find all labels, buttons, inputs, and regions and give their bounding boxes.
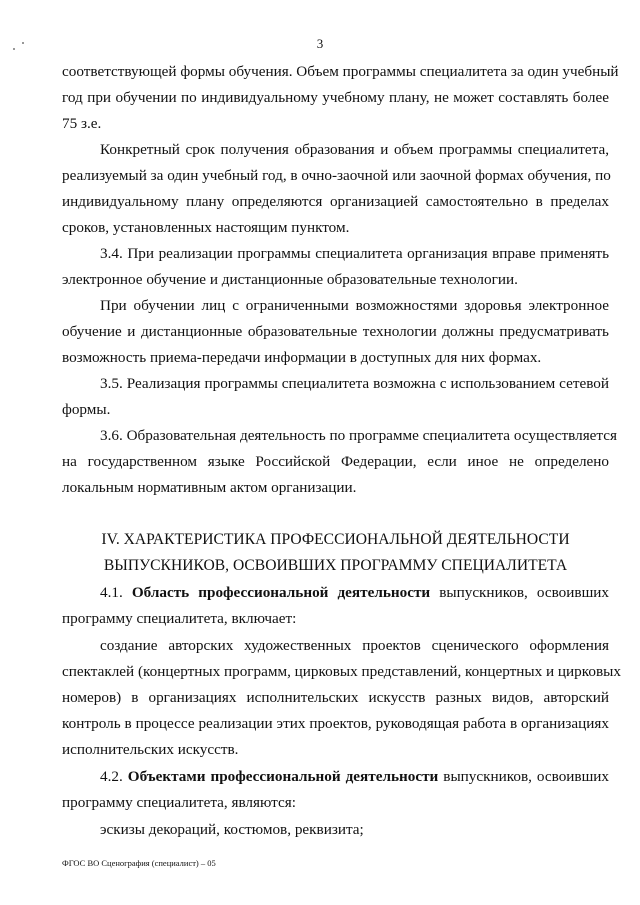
paragraph-first-line: 3.5. Реализация программы специалитета возможна с использованием сетевой bbox=[100, 375, 609, 392]
text-line: соответствующей формы обучения. Объем программы специалитета за один учебный bbox=[62, 63, 619, 80]
paragraph-first-line: Конкретный срок получения образования и объем программы специалитета, bbox=[100, 141, 609, 158]
bold-term: Область профессиональной деятельности bbox=[131, 584, 431, 601]
text-line: на государственном языке Российской Федерации, если иное не определено bbox=[62, 453, 609, 470]
text-line: спектаклей (концертных программ, цирковых представлений, концертных и цирковых bbox=[62, 663, 621, 680]
text-line: электронное обучение и дистанционные образовательные технологии. bbox=[62, 271, 518, 288]
paragraph-first-line: создание авторских художественных проектов сценического оформления bbox=[100, 637, 609, 654]
item-4-1-line bbox=[100, 583, 609, 603]
item-number: 4.2. bbox=[100, 768, 128, 785]
text-line: программу специалитета, являются: bbox=[62, 794, 296, 811]
text-line: 75 з.е. bbox=[62, 115, 102, 132]
text-line: формы. bbox=[62, 401, 111, 418]
text-line: сроков, установленных настоящим пунктом. bbox=[62, 219, 350, 236]
text-line: год при обучении по индивидуальному учебному плану, не может составлять более bbox=[62, 89, 609, 106]
text-line: контроль в процессе реализации этих проектов, руководящая работа в организациях bbox=[62, 715, 609, 732]
paragraph-first-line: При обучении лиц с ограниченными возможностями здоровья электронное bbox=[100, 297, 609, 314]
scan-speck bbox=[22, 42, 24, 44]
text-line: эскизы декораций, костюмов, реквизита; bbox=[100, 821, 364, 838]
text-line: реализуемый за один учебный год, в очно-заочной или заочной формах обучения, по bbox=[62, 167, 611, 184]
text-line: исполнительских искусств. bbox=[62, 741, 239, 758]
text-line: программу специалитета, включает: bbox=[62, 610, 297, 627]
bold-term: Объектами профессиональной деятельности bbox=[127, 768, 439, 785]
text-line: обучение и дистанционные образовательные технологии должны предусматривать bbox=[62, 323, 609, 340]
item-text: выпускников, освоивших bbox=[430, 584, 609, 601]
item-4-2-line bbox=[100, 767, 609, 787]
paragraph-first-line: 3.4. При реализации программы специалитета организация вправе применять bbox=[100, 245, 609, 262]
paragraph-first-line: 3.6. Образовательная деятельность по программе специалитета осуществляется bbox=[100, 427, 617, 444]
text-line: номеров) в организациях исполнительских искусств разных видов, авторский bbox=[62, 689, 609, 706]
text-line: локальным нормативным актом организации. bbox=[62, 479, 357, 496]
section-heading: ВЫПУСКНИКОВ, ОСВОИВШИХ ПРОГРАММУ СПЕЦИАЛИТЕТА bbox=[103, 557, 568, 574]
scan-speck bbox=[13, 48, 15, 50]
text-line: индивидуальному плану определяются организацией самостоятельно в пределах bbox=[62, 193, 609, 210]
text-line: возможность приема-передачи информации в доступных для них формах. bbox=[62, 349, 542, 366]
item-number: 4.1. bbox=[100, 584, 132, 601]
page-footer: ФГОС ВО Сценография (специалист) – 05 bbox=[62, 858, 216, 868]
item-text: выпускников, освоивших bbox=[438, 768, 610, 785]
section-heading: IV. ХАРАКТЕРИСТИКА ПРОФЕССИОНАЛЬНОЙ ДЕЯТЕЛЬНОСТИ bbox=[101, 531, 570, 548]
page-number: 3 bbox=[316, 36, 324, 51]
